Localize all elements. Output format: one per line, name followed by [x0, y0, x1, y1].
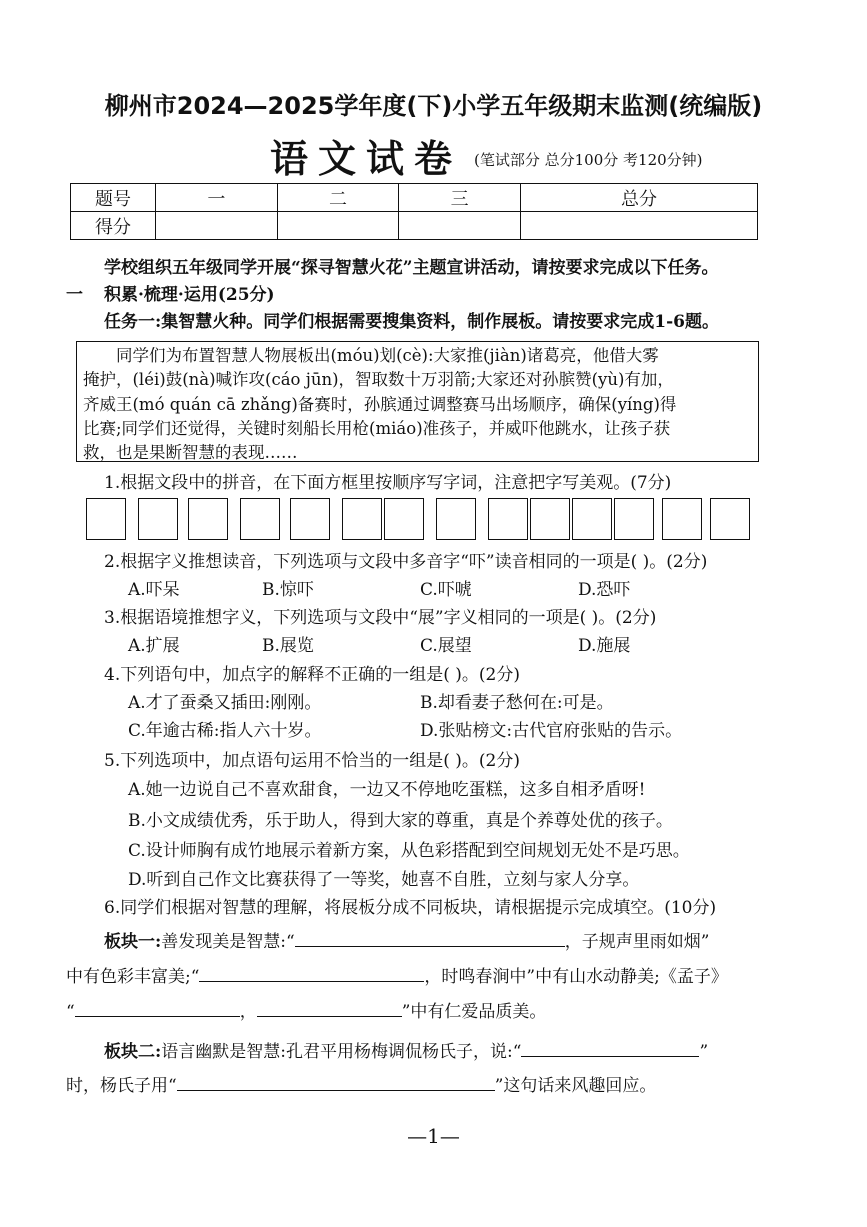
writing-box[interactable]: [436, 498, 476, 540]
block2-text: 时，杨氏子用“: [66, 1076, 177, 1096]
q3-option-a[interactable]: A.扩展: [128, 636, 180, 656]
exam-subtitle: (笔试部分 总分100分 考120分钟): [474, 151, 703, 169]
passage-line: 救，也是果断智慧的表现……: [83, 443, 298, 463]
block2-line1: [104, 1039, 708, 1065]
writing-box[interactable]: [138, 498, 178, 540]
exam-title: 柳州市2024—2025学年度(下)小学五年级期末监测(统编版): [104, 92, 763, 120]
q2-option-a[interactable]: A.吓呆: [128, 580, 180, 600]
subject-title: 语文试卷: [270, 136, 463, 181]
fill-blank[interactable]: [199, 980, 424, 982]
writing-box[interactable]: [530, 498, 570, 540]
fill-blank[interactable]: [295, 945, 565, 947]
page-number: —1—: [407, 1124, 460, 1148]
intro-text: 学校组织五年级同学开展“探寻智慧火花”主题宣讲活动，请按要求完成以下任务。: [104, 258, 719, 278]
score-header-cell: 二: [277, 184, 399, 212]
block1-label: 板块一:: [104, 932, 162, 952]
block2-text: ”这句话来风趣回应。: [494, 1076, 657, 1096]
writing-box[interactable]: [86, 498, 126, 540]
question-4: 4.下列语句中，加点字的解释不正确的一组是( )。(2分): [104, 665, 520, 685]
block1-text: 中有色彩丰富美;“: [66, 967, 200, 987]
passage-line: 比赛;同学们还觉得，关键时刻船长用枪(miáo)准孩子，并威吓他跳水，让孩子获: [83, 418, 671, 438]
fill-blank[interactable]: [177, 1089, 495, 1091]
block1-text: ，子规声里雨如烟”: [564, 932, 710, 952]
passage-line: 齐威王(mó quán cā zhǎng)备赛时，孙膑通过调整赛马出场顺序，确保(yíng)得: [83, 394, 677, 414]
score-input-cell[interactable]: [521, 212, 758, 240]
score-header-cell: 题号: [71, 184, 156, 212]
block1-line2: [66, 964, 728, 990]
score-table-header-row: [71, 184, 758, 212]
fill-blank[interactable]: [257, 1015, 402, 1017]
q2-option-d[interactable]: D.恐吓: [578, 580, 631, 600]
section-number: 一: [66, 285, 83, 305]
block1-line3: [66, 999, 546, 1025]
task-heading: 任务一:集智慧火种。同学们根据需要搜集资料，制作展板。请按要求完成1-6题。: [104, 312, 719, 332]
score-row-label: 得分: [71, 212, 156, 240]
question-3: 3.根据语境推想字义，下列选项与文段中“展”字义相同的一项是( )。(2分): [104, 608, 657, 628]
question-1: 1.根据文段中的拼音，在下面方框里按顺序写字词，注意把字写美观。(7分): [104, 473, 672, 493]
section-title: 积累·梳理·运用(25分): [104, 285, 275, 305]
q4-option-c[interactable]: C.年逾古稀:指人六十岁。: [128, 721, 322, 741]
score-input-cell[interactable]: [399, 212, 521, 240]
writing-box[interactable]: [290, 498, 330, 540]
question-6: 6.同学们根据对智慧的理解，将展板分成不同板块，请根据提示完成填空。(10分): [104, 898, 717, 918]
block2-line2: [66, 1073, 656, 1099]
q4-option-b[interactable]: B.却看妻子愁何在:可是。: [420, 693, 614, 713]
writing-box[interactable]: [662, 498, 702, 540]
writing-box[interactable]: [188, 498, 228, 540]
score-header-cell: 总分: [521, 184, 758, 212]
q2-option-c[interactable]: C.吓唬: [420, 580, 472, 600]
question-2: 2.根据字义推想读音，下列选项与文段中多音字“吓”读音相同的一项是( )。(2分): [104, 552, 708, 572]
reading-passage: [76, 341, 759, 462]
writing-box[interactable]: [572, 498, 612, 540]
block2-label: 板块二:: [104, 1042, 162, 1062]
passage-line: 同学们为布置智慧人物展板出(móu)划(cè):大家推(jiàn)诸葛亮，他借大雾: [116, 346, 659, 365]
q4-option-d[interactable]: D.张贴榜文:古代官府张贴的告示。: [420, 721, 683, 741]
question-5: 5.下列选项中，加点语句运用不恰当的一组是( )。(2分): [104, 751, 520, 771]
block2-text: 语言幽默是智慧:孔君平用杨梅调侃杨氏子，说:“: [161, 1042, 522, 1062]
q2-option-b[interactable]: B.惊吓: [262, 580, 314, 600]
writing-box[interactable]: [342, 498, 382, 540]
block1-line1: [104, 929, 709, 955]
writing-box[interactable]: [614, 498, 654, 540]
block1-text: ，: [239, 1002, 257, 1022]
q5-option-b[interactable]: B.小文成绩优秀，乐于助人，得到大家的尊重，真是个养尊处优的孩子。: [128, 811, 673, 831]
writing-box[interactable]: [384, 498, 424, 540]
writing-box[interactable]: [488, 498, 528, 540]
q4-option-a[interactable]: A.才了蚕桑又插田:刚刚。: [128, 693, 322, 713]
block1-text: 善发现美是智慧:“: [161, 932, 295, 952]
q5-option-a[interactable]: A.她一边说自己不喜欢甜食，一边又不停地吃蛋糕，这多自相矛盾呀!: [128, 780, 646, 800]
q5-option-c[interactable]: C.设计师胸有成竹地展示着新方案，从色彩搭配到空间规划无处不是巧思。: [128, 841, 690, 861]
q3-option-b[interactable]: B.展览: [262, 636, 314, 656]
writing-box[interactable]: [240, 498, 280, 540]
q3-option-d[interactable]: D.施展: [578, 636, 631, 656]
score-header-cell: 三: [399, 184, 521, 212]
fill-blank[interactable]: [521, 1055, 699, 1057]
block1-text: “: [66, 1002, 75, 1022]
q5-option-d[interactable]: D.听到自己作文比赛获得了一等奖，她喜不自胜，立刻与家人分享。: [128, 870, 640, 890]
score-header-cell: 一: [156, 184, 278, 212]
writing-box[interactable]: [710, 498, 750, 540]
fill-blank[interactable]: [75, 1015, 240, 1017]
passage-line: 掩护，(léi)鼓(nà)喊诈攻(cáo jūn)，智取数十万羽箭;大家还对孙膑赞(yù)有加，: [83, 370, 674, 390]
q3-option-c[interactable]: C.展望: [420, 636, 472, 656]
block1-text: ，时鸣春涧中”中有山水动静美;《孟子》: [424, 967, 728, 987]
block1-text: ”中有仁爱品质美。: [401, 1002, 547, 1022]
score-table-score-row: [71, 212, 758, 240]
score-input-cell[interactable]: [277, 212, 399, 240]
block2-text: ”: [699, 1042, 709, 1062]
score-input-cell[interactable]: [156, 212, 278, 240]
score-table: [70, 183, 758, 240]
